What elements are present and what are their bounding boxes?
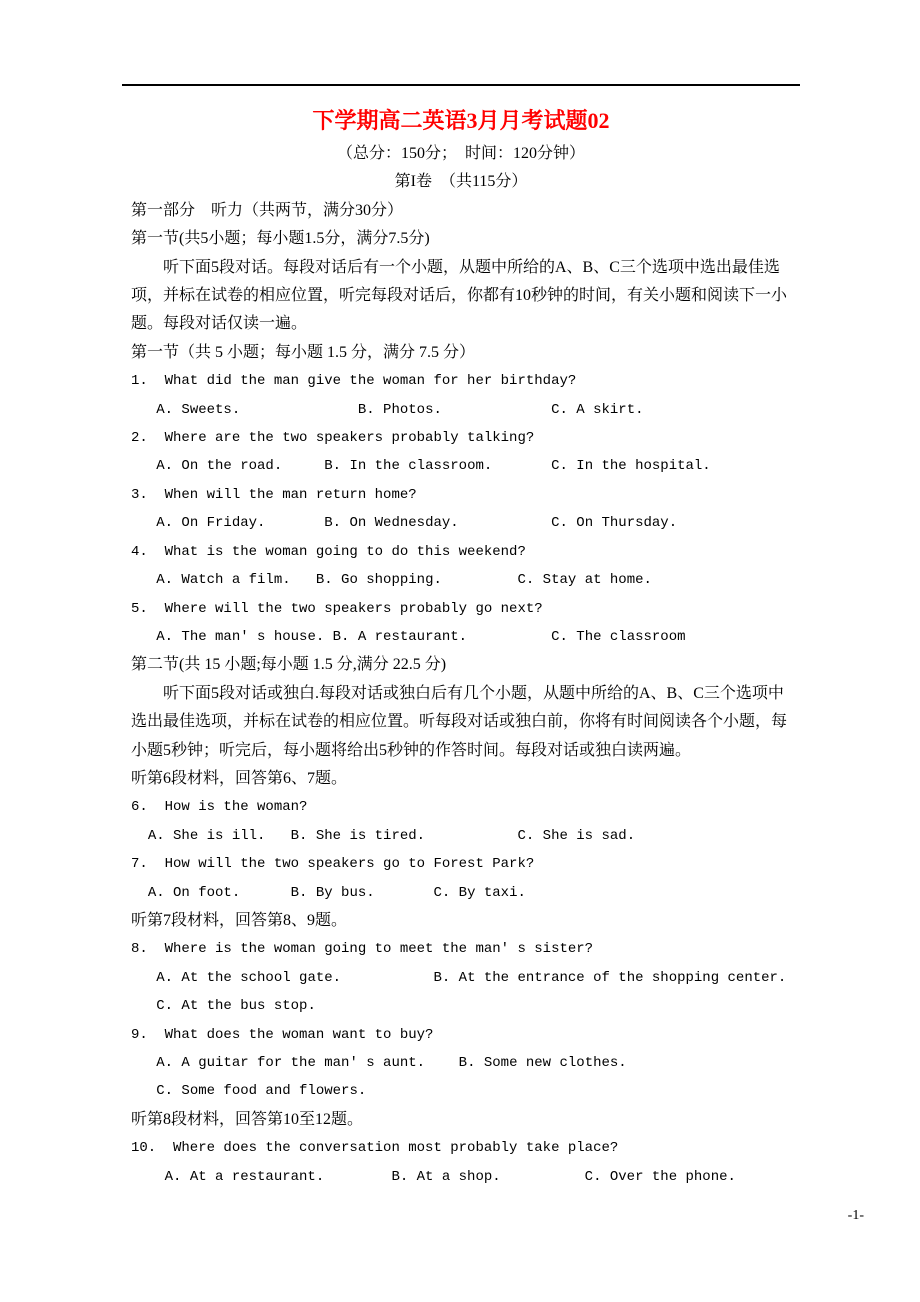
header-rule	[122, 84, 800, 86]
page-number-text: -1-	[847, 1208, 864, 1223]
question-8-option-c: C. At the bus stop.	[131, 998, 316, 1015]
question-9-options-ab: A. A guitar for the man' s aunt. B. Some new clothes.	[131, 1055, 627, 1071]
exam-title: 下学期高二英语3月月考试题02	[312, 108, 610, 133]
volume-1-heading: 第I卷 （共115分）	[394, 173, 528, 191]
question-7: 7. How will the two speakers go to Forest Park?	[131, 856, 535, 873]
question-10-options: A. At a restaurant. B. At a shop. C. Over the phone.	[131, 1168, 736, 1185]
question-4-options: A. Watch a film. B. Go shopping. C. Stay at home.	[131, 572, 652, 589]
score-time-line: （总分：150分； 时间：120分钟）	[336, 145, 585, 162]
question-3: 3. When will the man return home?	[131, 486, 417, 503]
question-7-options: A. On foot. B. By bus. C. By taxi.	[131, 884, 526, 901]
question-8: 8. Where is the woman going to meet the man' s sister?	[131, 941, 594, 958]
question-9-option-c: C. Some food and flowers.	[131, 1083, 367, 1100]
section-2-instructions: 听下面5段对话或独白.每段对话或独白后有几个小题，从题中所给的A、B、C三个选项中选出最佳选项，并标在试卷的相应位置。听每段对话或独白前，你将有时间阅读各个小题，每小题5秒钟；听完后，每小题将给出5秒钟的作答时间。每段对话或独白读两遍。	[131, 684, 788, 759]
question-5: 5. Where will the two speakers probably go next?	[131, 600, 543, 617]
section-1-heading: 第一节(共5小题；每小题1.5分，满分7.5分)	[131, 230, 430, 248]
question-3-options: A. On Friday. B. On Wednesday. C. On Thursday.	[131, 515, 678, 532]
section-1-instructions: 听下面5段对话。每段对话后有一个小题，从题中所给的A、B、C三个选项中选出最佳选项，并标在试卷的相应位置，听完每段对话后，你都有10秒钟的时间，有关小题和阅读下一小题。每段对话仅读一遍。	[131, 258, 788, 333]
question-6-options: A. She is ill. B. She is tired. C. She is sad.	[131, 827, 636, 844]
material-6-prompt: 听第6段材料，回答第6、7题。	[131, 769, 348, 787]
question-6: 6. How is the woman?	[131, 799, 308, 816]
section-2-heading: 第二节(共 15 小题;每小题 1.5 分,满分 22.5 分)	[131, 656, 447, 674]
question-5-options: A. The man' s house. B. A restaurant. C. The classroom	[131, 628, 686, 645]
question-1-options: A. Sweets. B. Photos. C. A skirt.	[131, 401, 644, 418]
question-2: 2. Where are the two speakers probably talking?	[131, 430, 535, 447]
question-9: 9. What does the woman want to buy?	[131, 1026, 434, 1043]
question-2-options: A. On the road. B. In the classroom. C. In the hospital.	[131, 458, 711, 475]
section-1-heading-repeat: 第一节（共 5 小题；每小题 1.5 分，满分 7.5 分）	[131, 343, 476, 361]
question-8-options-ab: A. At the school gate. B. At the entrance of the shopping center.	[131, 969, 787, 986]
material-7-prompt: 听第7段材料，回答第8、9题。	[131, 911, 348, 929]
document-body	[131, 104, 791, 1191]
material-8-prompt: 听第8段材料，回答第10至12题。	[131, 1110, 364, 1128]
part-1-heading: 第一部分 听力（共两节，满分30分）	[131, 201, 404, 219]
question-10: 10. Where does the conversation most probably take place?	[131, 1140, 619, 1157]
question-4: 4. What is the woman going to do this weekend?	[131, 543, 526, 560]
page-number	[848, 1208, 864, 1224]
question-1: 1. What did the man give the woman for her birthday?	[131, 373, 577, 390]
document-lines	[131, 140, 791, 1191]
